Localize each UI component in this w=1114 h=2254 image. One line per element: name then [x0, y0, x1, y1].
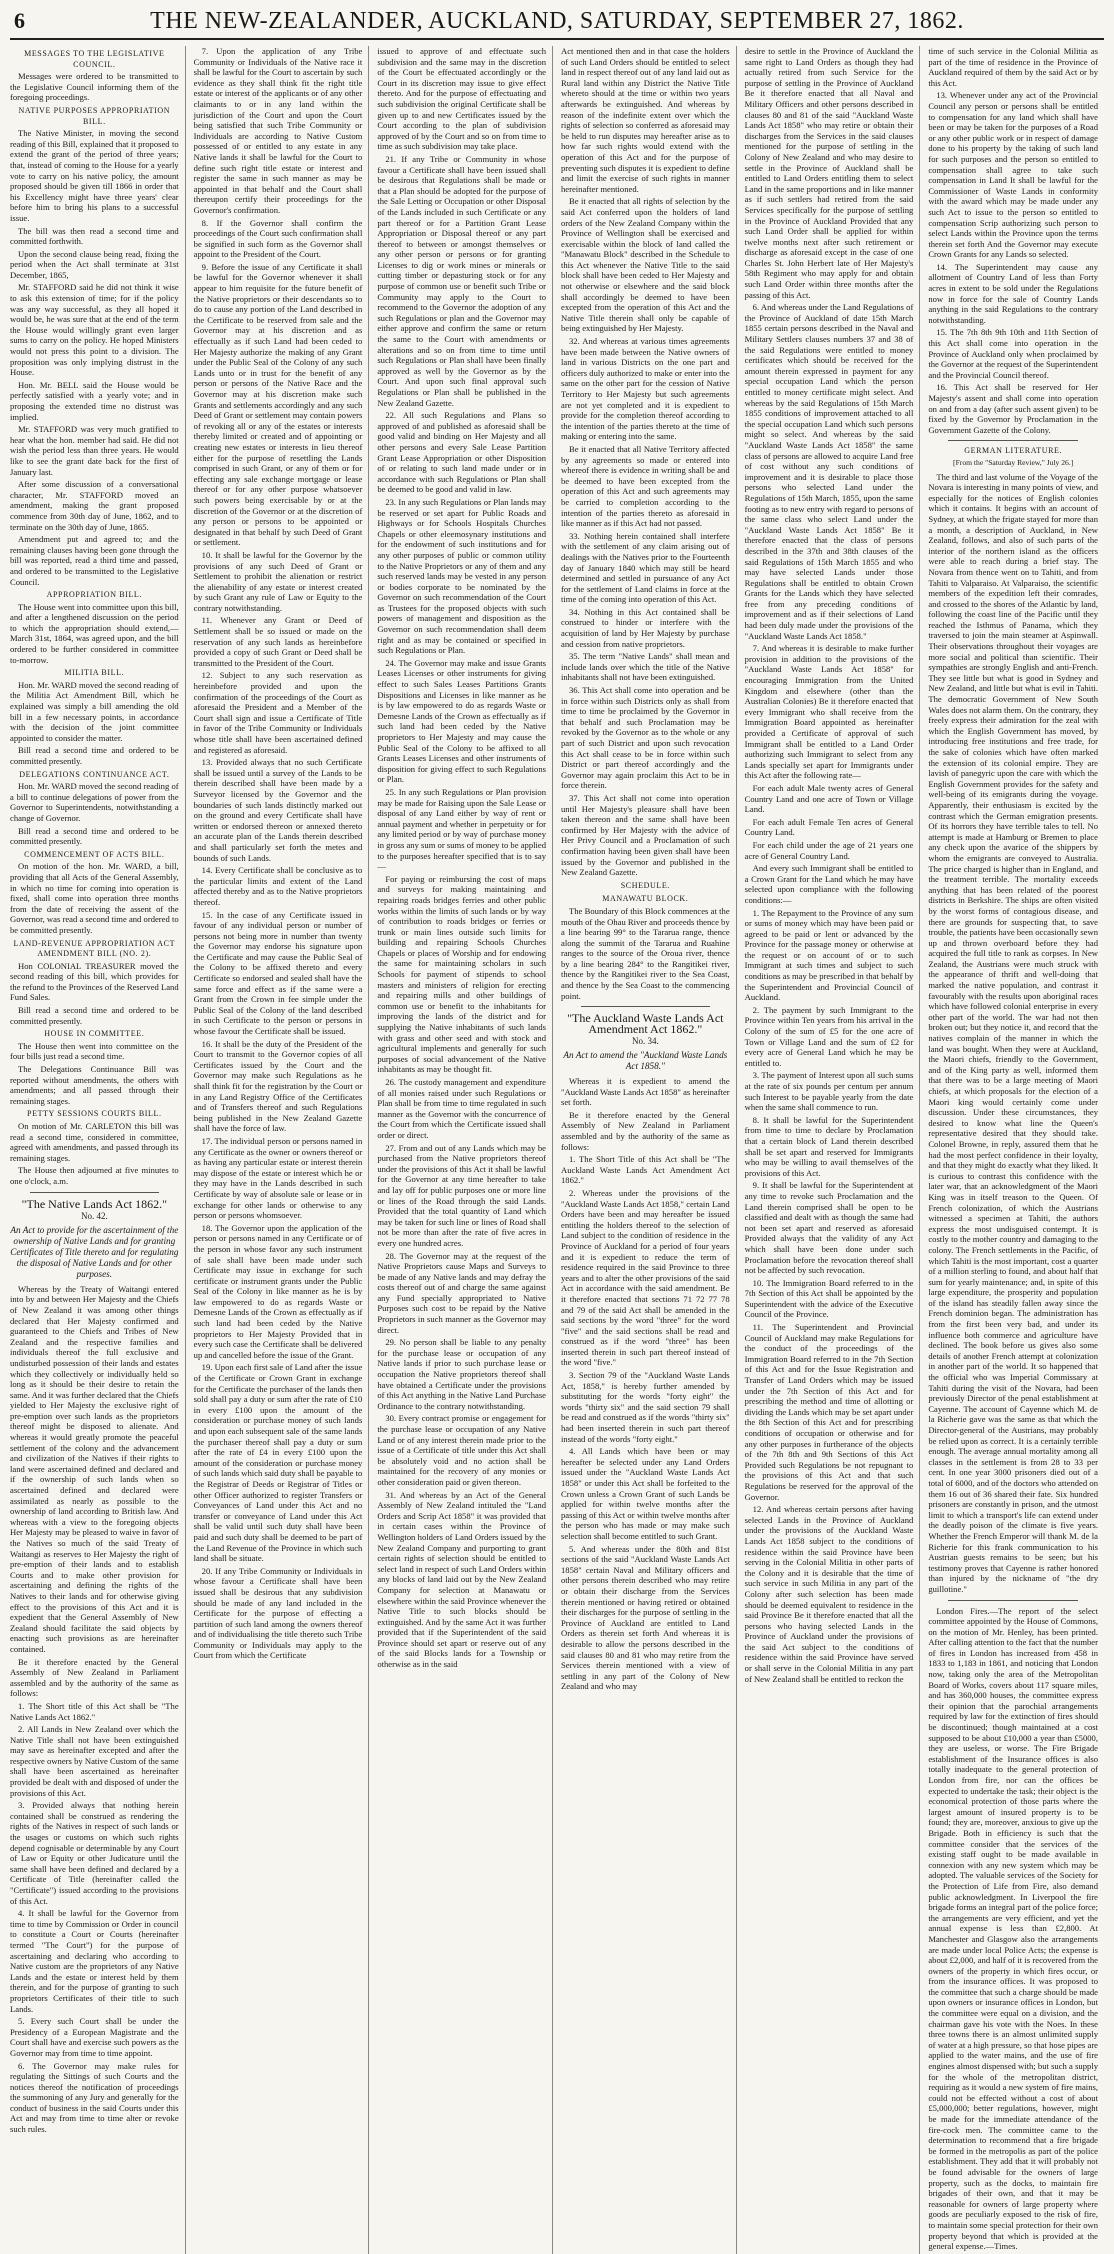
paragraph: 16. This Act shall be reserved for Her Majesty's assent and shall come into operation on and from a day (after such assent given) to be fixed by the Governor by Proclamation in the Government Gazette of the Colony.	[928, 382, 1098, 435]
column-1	[10, 46, 186, 2254]
paragraph: 3. Section 79 of the "Auckland Waste Lands Act, 1858," is hereby further amended by substituting for the words "forty eight" the words "thirty six" and the said section 79 shall be read and construed as if the words "thirty six" had been inserted therein in such part thereof instead of the words "forty eight."	[561, 1370, 730, 1444]
paragraph: For each adult Female Ten acres of General Country Land.	[744, 816, 914, 838]
paragraph: 4. It shall be lawful for the Governor from time to time by Commission or Order in council to constitute a Court or Courts (hereinafter termed "The Court") for the purpose of ascertaining and declaring who according to Native custom are the proprietors of any Native Lands and the estate or interest held by them therein, and for the purpose of granting to such proprietors Certificates of their title to such Lands.	[10, 1908, 179, 2014]
paragraph: Mr. STAFFORD was very much gratified to hear what the hon. member had said. He did not wish the period less than three years. He would like to see the grant date back for the first of January last.	[10, 424, 179, 477]
paragraph: 26. The custody management and expenditure of all monies raised under such Regulations or Plan shall be from time to time regulated in such manner as the Governor with the concurrence of the Court from which the Certificate issued shall order or direct.	[377, 1077, 546, 1140]
paragraph: 1. The Short title of this Act shall be "The Native Lands Act 1862."	[10, 1700, 179, 1722]
newspaper-page	[10, 6, 1104, 2252]
column-3	[377, 46, 553, 2254]
paragraph: 10. It shall be lawful for the Governor by the provisions of any such Deed of Grant or Settlement to prohibit the alienation or restrict the alienability of any estate or interest created by such Grant any rule of Law or Equity to the contrary notwithstanding.	[193, 549, 363, 613]
paragraph: 29. No person shall be liable to any penalty for the purchase lease or occupation of any Native lands if prior to such purchase lease or occupation the Native proprietors thereof shall have obtained a Certificate under the provisions of this Act anything in the Native Land Purchase Ordinance to the contrary notwithstanding.	[377, 1337, 546, 1411]
paragraph: The bill was then read a second time and committed forthwith.	[10, 225, 179, 247]
paragraph: Be it enacted that all Native Territory affected by any agreements so made or entered into whereof there is evidence in writing shall be and be deemed to have been excepted from the operation of this Act and such agreements may be carried to completion according to the intention of the parties thereto as aforesaid in like manner as if this Act had not passed.	[561, 443, 730, 529]
paragraph: 11. The Superintendent and Provincial Council of Auckland may make Regulations for the conduct of the proceedings of the Immigration Board referred to in the 7th Section of this Act and for the Issue Registration and Transfer of Land Orders which may be issued under the 7th Section of this Act and for prescribing the method and time of allotting or dividing the Lands which may be set apart under the 8th Section of this Act and for prescribing conditions of occupation or otherwise and for any other purposes in furtherance of the objects of the 7th 8th and 9th Sections of this Act Provided such Regulations be not repugnant to the provisions of this Act and that such Regulations be reserved for the approval of the Governor.	[744, 1322, 914, 1502]
paragraph: 6. And whereas under the Land Regulations of the Province of Auckland of date 15th March 1855 certain persons described in the Naval and Military Settlers clauses numbers 37 and 38 of the said Regulations were entitled to money certificates which should be received for the amount therein expressed in payment for any special occupation Land which the person entitled to money certificate might select. And whereas by the said Regulations of 15th March 1855 conditions of improvement attached to all the special occupation Land which such persons might so select. And whereas by the said "Auckland Waste Lands Act 1858" the same class of persons are allowed to acquire Land free of cost without any such conditions of improvement and it is desirable to place those persons who selected Land under the Regulations of 15th March, 1855, upon the same footing as to new entry with regard to persons of the same class who select Land under the "Auckland Waste Lands Act 1858" Be it therefore enacted that the class of persons described in the 37th and 38th clauses of the said Regulations of 15th March 1855 and who may have selected Lands under those Regulations shall be entitled to obtain Crown Grants for the Lands which they have selected free from any preceding conditions of improvement and as if their selections of Land had been duly made under the provisions of the "Auckland Waste Lands Act 1858."	[744, 302, 914, 641]
paragraph: On motion of the hon. Mr. WARD, a bill, providing that all Acts of the General Assembly, in which no time for coming into operation is fixed, shall come into operation three months from the date of receiving the assent of the Governor, was read a second time and ordered to be committed presently.	[10, 861, 179, 935]
paragraph: Hon. Mr. WARD moved the second reading of the Militia Act Amendment Bill, which he explained was simply a bill amending the old bill in a few necessary points, in accordance with the decision of the joint committee appointed to consider the matter.	[10, 679, 179, 743]
paragraph: The Boundary of this Block commences at the mouth of the Ohau River and proceeds thence by a line bearing 99° to the Tararua range, thence along the summit of the Tararua and Ruahine ranges to the source of the Oroua river, thence by a line bearing 284° to the Rangitikei river, thence by the Rangitikei river to the Sea Coast, and thence by the Sea Coast to the commencing point.	[561, 905, 730, 1001]
paragraph: 21. If any Tribe or Community in whose favour a Certificate shall have been issued shall be desirous that Regulations shall be made or that a Plan should be adopted for the purpose of the Sale Letting or Occupation or other Disposal of the Lands included in such Certificate or any part thereof or for a Partition Grant Lease Appropriation or Disposal thereof or any part thereof to between or amongst themselves or any other person or persons or for granting Licenses to dig or work mines or minerals or cutting timber or depasturing stock or for any purpose of common use or benefit such Tribe or Community may apply to the Court to recommend to the Governor the adoption of any such Regulations or plan and the Governor may either approve and confirm the same or return the same to the Court with amendments or alterations and so on from time to time until such Regulations or Plan shall have been finally approved as well by the Governor as by the Court. And upon such final approval such Regulations or Plan shall be published in the New Zealand Gazette.	[377, 153, 546, 408]
section-heading: NATIVE PURPOSES APPROPRIATION BILL.	[18, 105, 171, 126]
column-5	[745, 46, 921, 2254]
act-subtitle: An Act to amend the "Auckland Waste Lands Act 1858."	[563, 1050, 728, 1072]
paragraph: The House then went into committee on the four bills just read a second time.	[10, 1040, 179, 1062]
paragraph: 9. Before the issue of any Certificate it shall be lawful for the Governor whenever it shall appear to him requisite for the future benefit of the Native proprietors or their descendants so to do to cause any portion of the Land described in the Certificate to be reserved from sale and the Governor may at his discretion and as effectually as if such Land had been ceded to Her Majesty authorize the making of any Grant under the Public Seal of the Colony of any such Lands unto or in trust for the benefit of any person or persons of the Native Race and the Governor may at his discretion make such Grants and settlements accordingly and any such Deed of Grant or settlement may contain powers of revoking all or any of the estates or interests thereby limited or created and of appointing or creating new estates or interests in lieu thereof either for the purpose of resettling the Lands comprised in such Grant, or any of them or for effecting any sale exchange mortgage or lease thereof or for any other purpose whatsoever such powers being exercisable by or at the discretion of the Governor or at the discretion of any person or persons to be appointed or designated in that behalf by such Deed of Grant or settlement.	[193, 261, 363, 548]
paragraph: Be it therefore enacted by the General Assembly of New Zealand in Parliament assembled and by the authority of the same as follows:	[10, 1656, 179, 1699]
paragraph: Upon the second clause being read, fixing the period when the Act shall terminate at 31st December, 1865,	[10, 248, 179, 280]
paragraph: For each child under the age of 21 years one acre of General Country Land.	[744, 839, 914, 861]
paragraph: 22. All such Regulations and Plans so approved of and published as aforesaid shall be good valid and binding on Her Majesty and all other persons and every Sale Lease Partition Grant Lease Appropriation or other Disposition of or relating to such land made under or in accordance with such Regulations or Plan shall be deemed to be good and valid in law.	[377, 410, 546, 495]
column-4	[561, 46, 737, 2254]
paragraph: 25. In any such Regulations or Plan provision may be made for Raising upon the Sale Lease or disposal of any Land either by way of rent or annual payment and whether in perpetuity or for any limited period or by way of purchase money in gross any sum or sums of money to be applied to the purposes hereafter specified that is to say—	[377, 786, 546, 872]
paragraph: time of such service in the Colonial Militia as part of the time of residence in the Province of Auckland required of them by the said Act or by this Act.	[928, 46, 1098, 88]
paragraph: 3. The payment of Interest upon all such sums at the rate of six pounds per centum per annum such Interest to be payable yearly from the date when the same shall commence to run.	[744, 1070, 914, 1113]
paragraph: 20. If any Tribe Community or Individuals in whose favour a Certificate shall have been issued shall be desirous that any subdivision should be made of any land included in the Certificate for the purpose of effecting a partition of such land among the owners thereof and of individualising the title thereto such Tribe Community or Individuals may apply to the Court from which the Certificate	[193, 1565, 363, 1661]
paragraph: Amendment put and agreed to; and the remaining clauses having been gone through the bill was reported, read a third time and passed, and ordered to be transmitted to the Legislative Council.	[10, 534, 179, 587]
section-heading: MANAWATU BLOCK.	[602, 894, 689, 904]
paragraph: The House then adjourned at five minutes to one o'clock, a.m.	[10, 1165, 179, 1186]
paragraph: 8. If the Governor shall confirm the proceedings of the Court such confirmation shall be signified in such form as the Governor shall appoint to the President of the Court.	[193, 217, 363, 260]
paragraph: 6. The Governor may make rules for regulating the Sittings of such Courts and the notices thereof the notification of proceedings the summoning of any Jury and generally for the conduct of business in the said Courts under this Act and may from time to time alter or revoke such rules.	[10, 2060, 179, 2135]
section-heading: GERMAN LITERATURE.	[964, 446, 1063, 456]
paragraph: 18. The Governor upon the application of the person or persons named in any Certificate or of the person in whose favor any such instrument of sale shall have been made under such Certificate may issue in exchange for such certificate or instrument grants under the Public Seal of the Colony in like manner as he is by law empowered to do as regards Waste or Demesne Lands of the Crown as effectually as if such land had been ceded by the Native proprietors to Her Majesty Provided that in every such case the Certificate shall be delivered up and cancelled before the issue of the Grant.	[193, 1222, 363, 1360]
paragraph: 24. The Governor may make and issue Grants Leases Licenses or other instruments for giving effect to such Sales Leases Partitions Grants Dispositions and Licenses in like manner as he is by law empowered to do as regards Waste or Demesne Lands of the Crown as effectually as if such land had been ceded by the Native proprietors to Her Majesty and may cause the Public Seal of the Colony to be affixed to all Grants Leases Licenses and other instruments of disposition for giving effect to such Regulations or Plan.	[377, 657, 546, 785]
section-heading: PETTY SESSIONS COURTS BILL.	[27, 1109, 162, 1119]
paragraph: Hon. Mr. BELL said the House would be perfectly satisfied with a yearly vote; and in proposing the extended time no distrust was implied.	[10, 379, 179, 422]
section-divider	[581, 1006, 710, 1007]
article-columns	[10, 46, 1104, 2252]
paragraph: Hon COLONIAL TREASURER moved the second reading of this bill, which provides for the refund to the Provinces of the Reserved Land Fund Sales.	[10, 960, 179, 1003]
act-subtitle: An Act to provide for the ascertainment of the ownership of Native Lands and for granting Certificates of Title thereto and for regulating the disposal of Native Lands and for other purposes.	[10, 1224, 179, 1279]
paragraph: 8. It shall be lawful for the Superintendent from time to time to declare by Proclamation that a certain block of Land therein described shall be set apart and reserved for Immigrants who may be willing to avail themselves of the provisions of this Act.	[744, 1114, 914, 1178]
paragraph: 13. Whenever under any act of the Provincial Council any person or persons shall be entitled to compensation for any land which shall have been or may be taken for the purposes of a Road or any other public work or in respect of damage done to his property by the taking of such land for such purposes and the person so entitled to compensation shall agree to take such compensation in Land It shall be lawful for the Commissioner of Waste Lands in conformity with the award which may be made under any such Act to issue to the person so entitled to compensation Scrip authorizing such person to select Lands within the Province upon the terms therein set forth And the Governor may execute Crown Grants for any Lands so selected.	[928, 90, 1098, 260]
section-divider	[30, 1192, 159, 1193]
paragraph: 14. Every Certificate shall be conclusive as to the particular limits and extent of the Land affected thereby and as to the Native proprietors thereof.	[193, 865, 363, 907]
paragraph: 15. In the case of any Certificate issued in favour of any individual person or number of persons not being more in number than twenty the Governor may endorse his signature upon the Certificate and may cause the Public Seal of the Colony to be affixed thereto and every Certificate so endorsed and sealed shall have the same force and effect as if the same were a Grant from the Crown in fee simple under the Public Seal of the Colony of the land described in such Certificate to the person or persons in whose favour the Certificate shall be issued.	[193, 909, 363, 1037]
paragraph: London Fires.—The report of the select committee appointed by the House of Commons, on the motion of Mr. Henley, has been printed. After calling attention to the fact that the number of fires in London has increased from 458 in 1833 to 1,183 in 1861, and noticing that London now, taking only the area of the Metropolitan Board of Works, covers about 117 square miles, and has 360,000 houses, the committee express their opinion that the parochial arrangements required by law for the extinction of fires should be discontinued; though maintained at a cost supposed to be about £10,000 a year than £5000, they are useless, or worse. The Fire Brigade establishment of the Insurance offices is also totally inadequate to the general protection of London from fire, nor can the offices be expected to undertake the task; their object is the economical protection of those parts where the largest amount of insured property is to be found; they are, moreover, anxious to give up the Brigade. Both in efficiency is such that the committee consider that the services of the existing staff ought to be made available in connexion with any new system which may be adopted. The valuable services of the Society for the Protection of Life from Fire, also demand public acknowledgment. In Liverpool the fire brigade forms an integral part of the police force; the arrangements are very efficient, and yet the annual expense is less than £2,800. At Manchester and Glasgow also the arrangements are made under local Police Acts; the expense is about £2,000, and half of it is recovered from the owners of the property in which fires occur, or from the insurance offices. It was proposed to the committee that such a charge should be made upon owners or insurance offices in London, but the committee were equal on a division, and the chairman gave his vote with the Noes. In these three towns there is an almost unlimited supply of water at a high pressure, so that hose pipes are applied to the water mains, and the use of fire engines almost dispensed with; but such a supply for the whole of the metropolitan district, requiring as it would a new system of fire mains, could not be effected without a cost of about £5,000,000; better regulations, however, might be made for the immediate attendance of the fire-cock men. The committee came to the determination to recommend that a fire brigade be formed in the metropolis as part of the police establishment. They add that it will probably not be found advisable for the owners of large property, such as the docks, to maintain fire brigades of their own, and that it may be reasonable for owners of large property where goods are peculiarly exposed to the risk of fire, to maintain some special protection for their own property beyond that which is provided at the general expense.—Times.	[928, 1605, 1098, 2252]
paragraph: 35. The term "Native Lands" shall mean and include lands over which the title of the Native inhabitants shall not have been extinguished.	[561, 651, 730, 683]
paragraph: 11. Whenever any Grant or Deed of Settlement shall be so issued or made on the reservation of any such lands as hereinbefore provided a copy of such Grant or Deed shall be transmitted to the President of the Court.	[193, 615, 363, 668]
paragraph: 9. It shall be lawful for the Superintendent at any time to revoke such Proclamation and the Land therein comprised shall be open to be classified and dealt with as though the same had not been set apart and reserved as aforesaid Provided always that the validity of any Act which shall have been done under such Proclamation before the revocation thereof shall not be affected by such revocation.	[744, 1180, 914, 1276]
paragraph: 10. The Immigration Board referred to in the 7th Section of this Act shall be appointed by the Superintendent with the advice of the Executive Council of the Province.	[744, 1277, 914, 1320]
act-number: No. 42.	[80, 1211, 108, 1222]
article-source: [From the "Saturday Review," July 26.]	[953, 457, 1074, 467]
paragraph: The Native Minister, in moving the second reading of this Bill, explained that it proposed to extend the grant of the period of three years; that, instead of coming to the House for a yearly vote to carry on his native policy, the amount proposed should be given till 1866 in order that his Excellency might have three years' clear before him to bring his plans to a successful issue.	[10, 128, 179, 223]
paragraph: 28. The Governor may at the request of the Native Proprietors cause Maps and Surveys to be made of any Native lands and may defray the costs thereof out of and charge the same against any Fund specially appropriated to Native Purposes such cost to be repaid by the Native Proprietors in such manner as the Governor may direct.	[377, 1250, 546, 1335]
paragraph: 5. Every such Court shall be under the Presidency of a European Magistrate and the Court shall have and exercise such powers as the Governor may from time to time appoint.	[10, 2016, 179, 2058]
act-title: "The Auckland Waste Lands Act Amendment Act 1862."	[567, 1011, 724, 1036]
paragraph: 4. All Lands which have been or may hereafter be selected under any Land Orders issued under the "Auckland Waste Lands Act 1858" or under this Act shall be forfeited to the Crown unless a Crown Grant of such Lands be applied for within twelve months after the passing of this Act or within twelve months after the person who has made or may make such selection shall become entitled to such Grant.	[561, 1446, 730, 1541]
newspaper-title: THE NEW-ZEALANDER, AUCKLAND, SATURDAY, SEPTEMBER 27, 1862.	[150, 8, 964, 34]
paragraph: 13. Provided always that no such Certificate shall be issued until a survey of the Lands to be therein described shall have been made by a Surveyor licensed by the Governor and the boundaries of such lands distinctly marked out on the ground and every Certificate shall have written or endorsed thereon or annexed thereto an accurate plan of the Lands therein described and shall particularly set forth the metes and bounds of such Lands.	[193, 757, 363, 863]
paragraph: 16. It shall be the duty of the President of the Court to transmit to the Governor copies of all Certificates issued by the Court and the Governor may make such Regulations as he shall think fit for the registration by the Court or in any Land Registry Office of the Certificates and of Transfers thereof and such Regulations being published in the New Zealand Gazette shall have the force of law.	[193, 1038, 363, 1134]
paragraph: 7. Upon the application of any Tribe Community or Individuals of the Native race it shall be lawful for the Court to ascertain by such evidence as they shall think fit the right title estate or interest of the applicants or of any other claimants to or in any land within the jurisdiction of the Court and upon the Court being satisfied that such Tribe Community or Individuals are according to Native Custom possessed of or entitled to any estate in any Native lands it shall be lawful for the Court to define such right title estate or interest and register the same in such manner as may be appointed in that behalf and the Court shall thereupon certify their proceedings for the Governor's confirmation.	[193, 46, 363, 215]
section-heading: MESSAGES TO THE LEGISLATIVE COUNCIL.	[24, 49, 165, 69]
paragraph: 1. The Repayment to the Province of any sum or sums of money which may have been paid or agreed to be paid or lent or advanced by the Province for the passage money or otherwise at the request or on account of or to such Immigrant at such times and subject to such conditions as may be prescribed in that behalf by the Superintendent and Provincial Council of Auckland.	[744, 907, 914, 1003]
paragraph: The Delegations Continuance Bill was reported without amendments, the others with amendments; and all passed through their remaining stages.	[10, 1064, 179, 1106]
paragraph: Whereas by the Treaty of Waitangi entered into by and between Her Majesty and the Chiefs of New Zealand it was among other things declared that Her Majesty confirmed and guaranteed to the Chiefs and Tribes of New Zealand and the respective families and individuals thereof the full exclusive and undisturbed possession of their lands and estates which they collectively or individually held so long as it should be their desire to retain the same. And it was further declared that the Chiefs yielded to Her Majesty the exclusive right of pre-emption over such lands as the proprietors thereof might be disposed to alienate. And whereas it would greatly promote the peaceful settlement of the colony and the advancement and civilization of the Natives if their rights to land were ascertained defined and declared and if the ownership of such lands when so ascertained defined and declared were assimilated as nearly as possible to the ownership of land according to British law. And whereas with a view to the foregoing objects Her Majesty may be pleased to waive in favor of the Natives so much of the said Treaty of Waitangi as reserves to Her Majesty the right of pre-emption of their lands and to establish Courts and to make other provision for ascertaining and defining the rights of the Natives to their lands and for otherwise giving effect to the provisions of this Act and it is expedient that the General Assembly of New Zealand should facilitate the said objects by enacting such provisions as are hereinafter contained.	[10, 1283, 179, 1654]
paragraph: Be it therefore enacted by the General Assembly of New Zealand in Parliament assembled and by the authority of the same as follows:	[561, 1109, 730, 1152]
paragraph: 33. Nothing herein contained shall interfere with the settlement of any claim arising out of dealings with the Natives prior to the Fourteenth day of January 1840 which may still be heard determined and settled in pursuance of any Act for the settlement of Land claims in force at the time of the coming into operation of this Act.	[561, 530, 730, 605]
paragraph: Bill read a second time and ordered to be committed presently.	[10, 745, 179, 766]
paragraph: 36. This Act shall come into operation and be in force within such Districts only as shall from time to time be proclaimed by the Governor in that behalf and such Proclamation may be revoked by the Governor as to the whole or any part of such District and upon such revocation this Act shall cease to be in force within such District or part thereof accordingly and the Governor may again proclaim this Act to be in force therein.	[561, 685, 730, 791]
paragraph: 17. The individual person or persons named in any Certificate as the owner or owners thereof or as having any particular estate or interest therein may dispose of the estate or interest which he or they may have in the Lands described in such Certificate by way of absolute sale or lease or in exchange for other lands or otherwise to any person or persons whomsoever.	[193, 1135, 363, 1221]
paragraph: 12. Subject to any such reservation as hereinbefore provided and upon the confirmation of the proceedings of the Court as aforesaid the President and a Member of the Court shall sign and issue a Certificate of Title in favor of the Tribe Community or Individuals whose title shall have been ascertained defined and registered as aforesaid.	[193, 670, 363, 755]
paragraph: 2. The payment by such Immigrant to the Province within Ten years from his arrival in the Colony of the sum of £5 for the one acre of Town or Village Land and the sum of £2 for every acre of General Land which he may be entitled to.	[744, 1004, 914, 1068]
section-heading: MILITIA BILL.	[64, 668, 125, 678]
section-heading: APPROPRIATION BILL.	[46, 590, 143, 600]
paragraph: Bill read a second time and ordered to be committed presently.	[10, 825, 179, 847]
column-2	[194, 46, 370, 2254]
act-title: "The Native Lands Act 1862."	[21, 1196, 168, 1211]
paragraph: 19. Upon each first sale of Land after the issue of the Certificate or Crown Grant in exchange for the Certificate the purchaser of the lands then sold shall pay a duty or sum after the rate of £10 in every £100 upon the amount of the consideration or purchase money of such lands and upon each subsequent sale of the same lands the purchaser thereof shall pay a duty or sum after the rate of £4 in every £100 upon the amount of the consideration or purchase money of such lands which said duty shall be payable to the Registrar of Deeds or Registrar of Titles or other Officer authorized to register Transfers or Conveyances of Land under this Act and no transfer or conveyance of Land under this Act shall be valid until such duty shall have been paid and such duty shall be deemed to be part of the Land Revenue of the Province in which such land shall be situate.	[193, 1362, 363, 1564]
act-number: No. 34.	[631, 1036, 659, 1047]
paragraph: And every such Immigrant shall be entitled to a Crown Grant for the Land which he may have selected upon compliance with the following conditions:—	[744, 863, 914, 905]
paragraph: After some discussion of a conversational character, Mr. STAFFORD moved an amendment, making the grant proposed commence from 30th day of June, 1862, and to terminate on the 30th day of June, 1865.	[10, 479, 179, 532]
paragraph: 15. The 7th 8th 9th 10th and 11th Section of this Act shall come into operation in the Province of Auckland only when proclaimed by the Governor at the request of the Superintendent and the Provincial Council thereof.	[928, 327, 1099, 380]
paragraph: issued to approve of and effectuate such subdivision and the same may in the discretion of the Court be effectuated accordingly or the Court in its discretion may issue to give effect thereto. And for the purpose of effectuating and such subdivision the original Certificate shall be given up to and new Certificates issued by the Court according to the plan of subdivision approved of by the Court and so on from time to time as such subdivision may take place.	[377, 46, 546, 152]
section-divider	[948, 440, 1078, 441]
paragraph: 27. From and out of any Lands which may be purchased from the Native proprietors thereof under the provisions of this Act it shall be lawful for the Governor at any time hereafter to take and lay off for public purposes one or more line or lines of the Road through the said Lands. Provided that the total quantity of Land which may be taken for such line or lines of Road shall not be more than after the rate of five acres in every one hundred acres.	[377, 1142, 546, 1248]
column-6	[928, 46, 1104, 2254]
paragraph: 3. Provided always that nothing herein contained shall be construed as rendering the rights of the Natives in respect of such lands or the usages or customs on which such rights depend cognisable or determinable by any Court of Law or Equity or other Judicature until the same shall have been defined and declared by a Certificate of Title (hereinafter called the "Certificate") issued according to the provisions of this Act.	[10, 1800, 179, 1906]
paragraph: 12. And whereas certain persons after having selected Lands in the Province of Auckland under the provisions of the Auckland Waste Lands Act 1858 subject to the conditions of residence within the said Province have been serving in the Colonial Militia in other parts of the Colony and it is desirable that the time of such service in such Militia in any part of the Colony after such selection has been made should be deemed equivalent to residence in the said Province Be it therefore enacted that all the persons who having selected Lands in the Province of Auckland under the provisions of the said Act subject to the conditions of residence within the said Province have served or shall serve in the Colonial Militia in any part of New Zealand shall be entitled to reckon the	[744, 1504, 914, 1684]
paragraph: Be it enacted that all rights of selection by the said Act conferred upon the holders of land orders of the New Zealand Company within the Province of Wellington shall be exercised and exercisable within the block of land called the "Manawatu Block" described in the Schedule to this Act whenever the Native Title to the said block shall have been ceded to Her Majesty and not otherwise or elsewhere and the said block shall accordingly be deemed to have been excepted from the operation of this Act and the Native Title therein shall only be capable of being extinguished by Her Majesty.	[561, 196, 730, 334]
paragraph: 34. Nothing in this Act contained shall be construed to hinder or interfere with the acquisition of land by Her Majesty by purchase and cession from native proprietors.	[561, 606, 730, 649]
section-heading: HOUSE IN COMMITTEE.	[44, 1029, 145, 1039]
paragraph: desire to settle in the Province of Auckland the same right to Land Orders as though they had actually retired from such Service for the purpose of settling in the Province of Auckland Be it therefore enacted that all Naval and Military Officers and other persons described in clauses 80 and 81 of the said "Auckland Waste Lands Act 1858" who may retire or obtain their discharges from the Services in the said clauses mentioned for the purpose of settling in the Colony of New Zealand and who may desire to settle in the Province of Auckland shall be entitled to Land Orders entitling them to select Land in the same proportions and in like manner as if such settlers had retired from the said Services specifically for the purpose of settling in the Province of Auckland Provided that any such Land Order shall be applied for within twelve months next after such retirement or discharge as aforesaid except in the case of one Charles St. John Herbert late of Her Majesty's 58th Regiment who may apply for and obtain such Land Order within three months after the passing of this Act.	[744, 46, 914, 300]
paragraph: 5. And whereas under the 80th and 81st sections of the said "Auckland Waste Lands Act 1858" certain Naval and Military officers and other persons therein described who may retire or obtain their discharge from the Services therein mentioned or having retired or obtained their discharges for the purpose of settling in the Province of Auckland are entitled to Land Orders as therein set forth And whereas it is desirable to allow the persons described in the said clauses 80 and 81 who may retire from the Services therein mentioned with a view of settling in any part of the Colony of New Zealand and who may	[561, 1543, 730, 1692]
section-heading: DELEGATIONS CONTINUANCE ACT.	[19, 769, 170, 779]
paragraph: Mr. STAFFORD said he did not think it wise to ask this extension of time; for if the policy was any way successful, as they all hoped it would be, he was sure that at the end of the term the House would willingly grant even larger sums to carry on the policy. He hoped Ministers would not press this point to a division. The proposition was only implying distrust in the House.	[10, 282, 179, 378]
paragraph: 7. And whereas it is desirable to make further provision in addition to the provisions of the "Auckland Waste Lands Act 1858" for encouraging Immigration from the United Kingdom and elsewhere (other than the Australian Colonies) Be it therefore enacted that every Immigrant who shall receive from the Immigration Board appointed as hereinafter provided a Certificate of approval of such Immigrant shall be entitled to a Land Order authorizing such Immigrant to select from any Lands specially set apart for Immigrants under this Act after the following rate—	[744, 643, 914, 781]
paragraph: 30. Every contract promise or engagement for the purchase lease or occupation of any Native Land or of any interest therein made prior to the issue of a Certificate of title under this Act shall be absolutely void and no action shall be maintained for the recovery of any monies or other consideration paid or given thereon.	[377, 1413, 546, 1487]
paragraph: The third and last volume of the Voyage of the Novara is interesting in many points of view, and especially for the notices of English colonies which it contains. It begins with an account of Sydney, at which the frigate stayed for more than a month, a description of Auckland, in New Zealand, follows, and also of such parts of the interior of the northern island as the officers were able to reach during a brief stay. The Novara from thence went on to Tahiti, and from Tahiti to Valparaiso. At Valparaiso, the scientific members of the expedition left their comrades, and crossed to the shores of the Atlantic by land, following the coast line of the Pacific until they reached the Isthmus of Panama, which they traversed to join the main steamer at Aspinwall. Their observations throughout their voyages are more social and political than scientific. Their sympathies are strongly English and anti-French. They see little but what is good in Sydney and New Zealand, and little but what is evil in Tahiti. The democratic Government of New South Wales does not alarm them. On the contrary, they freely express their admiration for the zeal with which the English Government has moved, by introducing free institutions and free trade, for the sake of colonies which have often marked the extension of its colonial empire. They are lavish of panegyric upon the care with which the English Government provides for the safety and well-being of its emigrants during the voyage. Apparently, their enthusiasm is excited by the contrast which the German emigration presents. Of its horrors they have terrible tales to tell. No attempt is made at Hamburg or Bremen to place any check upon the avarice of the shippers by whom the emigrants are conveyed to Australia. The price charged is higher than in England, and the treatment terrible. The mortality exceeds anything that has been related of the poorest districts in Berkshire. The ships are often visited by the worst forms of contagious disease, and there are grounds for suspecting that, to save trouble, the patients have been occasionally sewn up and thrown overboard before they had acquired the full title to rank as corpses. In New Zealand, the Austrians were much struck with the appearance of thrift and well-doing that marked the native population, and contrast it favourably with the results upon aboriginal races which have followed colonial enterprise in every other part of the world. The war had not then broken out; but they notice it, and record that the natives complain of the manner in which the land was bought. When they were at Auckland, the Maori chiefs, friendly to the Government, and of the King party as well, informed them that there was to be a large meeting of Maori chiefs, at which proposals for the election of a Maori king would certainly come under discussion. Under these circumstances, they desired to know what line the Queen's representative desired that they should take. Colonel Browne, in reply, assured them that he had the most perfect confidence in their loyalty, and that they might do exactly what they liked. It is curious to contrast this confidence with the later war, that an acknowledgment of the Maori King was in itself treason to the Queen. Of French colonization, of which the Austrians witnessed a specimen at Tahiti, the authors express the most undisguised contempt. It is costly to the mother country and damaging to the colony. The French settlements in the Pacific, of which Tahiti is the most important, cost a quarter of a million sterling to found, and about half that sum for yearly maintenance; and, in spite of this large expenditure, the prosperity and population of the island has steadily fallen away since the French dominion began. The administration has from the first been very bad, and under its influence both commerce and agriculture have declined. The book before us gives also some details of another French attempt at colonization in another part of the world. It so happened that the official who was Imperial Commissary at Tahiti during the visit of the Novara, had been previously Director of the penal establishment at Cayenne. The account of Cayenne which M. de la Richerie gave was the same as that which the Director-general of the Austrians, may probably be relied upon as correct. It is a certainly terrible enough. The average annual mortality among all classes in the settlement is from 28 to 33 per cent. In one year 3000 prisoners died out of a total of 6000, and of the doctors who attended on them 16 out of 36 shared their fate. Six hundred prisoners are constantly in prison, and the utmost limit to which a transport's life can extend under the deadly poison of the climate is five years. Whether the French Emperor will thank M. de la Richerie for this frank communication to his Austrian guests remains to be seen; but his testimony proves that Cayenne is rather honored than injured by the nickname of "the dry guillotine."	[928, 471, 1098, 1594]
paragraph: The House went into committee upon this bill, and after a lengthened discussion on the period to which the appropriation should extend,—March 31st, 1864, was agreed upon, and the bill ordered to be further considered in committee to-morrow.	[10, 601, 179, 665]
section-heading: SCHEDULE.	[620, 880, 670, 890]
paragraph: Hon. Mr. WARD moved the second reading of a bill to continue delegations of power from the Governor to Superintendents, notwithstanding a change of Governor.	[10, 781, 179, 823]
paragraph: On motion of Mr. CARLETON this bill was read a second time, considered in committee, agreed with amendments, and passed through its remaining stages.	[10, 1121, 179, 1163]
section-divider	[948, 1600, 1078, 1601]
page-number: 6	[14, 8, 25, 33]
paragraph: 1. The Short Title of this Act shall be "The Auckland Waste Lands Act Amendment Act 1862."	[561, 1154, 730, 1186]
paragraph: For each adult Male twenty acres of General Country Land and one acre of Town or Village Land.	[744, 782, 914, 815]
paragraph: Whereas it is expedient to amend the "Auckland Waste Lands Act 1858" as hereinafter set forth.	[561, 1076, 730, 1108]
paragraph: 37. This Act shall not come into operation until Her Majesty's pleasure shall have been taken thereon and the same shall have been confirmed by Her Majesty with the advice of Her Privy Council and a Proclamation of such confirmation having been given shall have been issued by the Governor and published in the New Zealand Gazette.	[561, 792, 730, 878]
masthead	[10, 6, 1104, 40]
paragraph: 2. Whereas under the provisions of the "Auckland Waste Lands Act 1858," certain Land Orders have been and may hereafter be issued entitling the holders thereof to the selection of Land subject to the condition of residence in the Province of Auckland for a period of four years and it is expedient to reduce the term of residence required in the said Province to three years and to alter the other provisions of the said Act in accordance with the said amendment. Be it therefore enacted that sections 71 72 77 78 and 79 of the said Act shall be amended in the said sections by the word "three" for the word "five" and the said sections shall be read and construed as if the word "three" has been inserted therein in such part thereof instead of the word "five."	[561, 1187, 730, 1368]
section-heading: LAND-REVENUE APPROPRIATION ACT AMENDMENT BILL (NO. 2).	[13, 938, 176, 959]
section-heading: COMMENCEMENT OF ACTS BILL.	[24, 849, 165, 859]
paragraph: 14. The Superintendent may cause any allotment of Country Land of less than Forty acres in extent to be sold under the Regulations now in force for the sale of Country Lands anything in the said Regulations to the contrary notwithstanding.	[928, 261, 1098, 325]
paragraph: Messages were ordered to be transmitted to the Legislative Council informing them of the foregoing proceedings.	[10, 71, 179, 103]
paragraph: For paying or reimbursing the cost of maps and surveys for making maintaining and repairing roads bridges ferries and other public works within the limits of such lands or by way of contribution to roads bridges or ferries or trunk or main lines outside such limits for building and repairing Schools Churches Chapels or places of Worship and for endowing the same for maintaining scholars in such Schools for payment of stipends to school masters and ministers of religion for erecting and repairing mills and other buildings of common use or benefit to the inhabitants for improving the lands of the district and for supplying the Native inhabitants of such lands with grass and other seed and with stock and agricultural implements and generally for such purposes of social advancement of the Native inhabitants as may be thought fit.	[377, 873, 546, 1075]
paragraph: 2. All Lands in New Zealand over which the Native Title shall not have been extinguished may save as hereinafter excepted and after the respective owners by Native Custom of the same shall have been ascertained as hereinafter provided be dealt with and disposed of under the provisions of this Act.	[10, 1724, 179, 1798]
paragraph: Act mentioned then and in that case the holders of such Land Orders should be entitled to select land in respect thereof out of any land laid out as Rural land within any District the Native Title whereto should at the time or within two years afterwards be extinguished. And whereas by reason of the indefinite extent over which the rights of selection so conferred as aforesaid may be held to run disputes may hereafter arise as to how far such rights would extend with the operation of this Act and for the purpose of preventing such disputes it is expedient to define and limit the exercise of such rights in manner hereinafter mentioned.	[561, 46, 730, 194]
paragraph: Bill read a second time and ordered to be committed presently.	[10, 1005, 179, 1026]
paragraph: 31. And whereas by an Act of the General Assembly of New Zealand intituled the "Land Orders and Scrip Act 1858" it was provided that in certain cases within the Province of Wellington holders of Land Orders issued by the New Zealand Company and purporting to grant certain rights of selection should be entitled to select land in respect of such Land Orders within any blocks of land laid out by the New Zealand Company for selection at Manawatu or elsewhere within the said Province whenever the Native Title to such blocks should be extinguished. And by the same Act it was further provided that if the Superintendent of the said Province should set apart or reserve out of any of the said Blocks lands for a Township or otherwise as in the said	[377, 1489, 546, 1670]
paragraph: 23. In any such Regulations or Plan lands may be reserved or set apart for Public Roads and Highways or for Schools Hospitals Churches Chapels or other eleemosynary institutions and for the endowment of such institutions and for any other purposes of public or common utility to the Native Proprietors or any of them and any such reserved lands may be vested in any person or bodies corporate to be nominated by the Governor on such recommendation of the Court as Trustees for the proposed objects with such powers of management and disposition as the Governor on such recommendation shall deem right and as may be contained or specified in such Regulations or Plan.	[377, 496, 546, 656]
paragraph: 32. And whereas at various times agreements have been made between the Native owners of land in various Districts on the one part and officers duly authorized to make or enter into the same on the other part for the cession of Native Territory to Her Majesty but such agreements are not yet completed and it is expedient to provide for the completion thereof according to the intention of the parties thereto at the time of making or entering into the same.	[561, 336, 730, 442]
